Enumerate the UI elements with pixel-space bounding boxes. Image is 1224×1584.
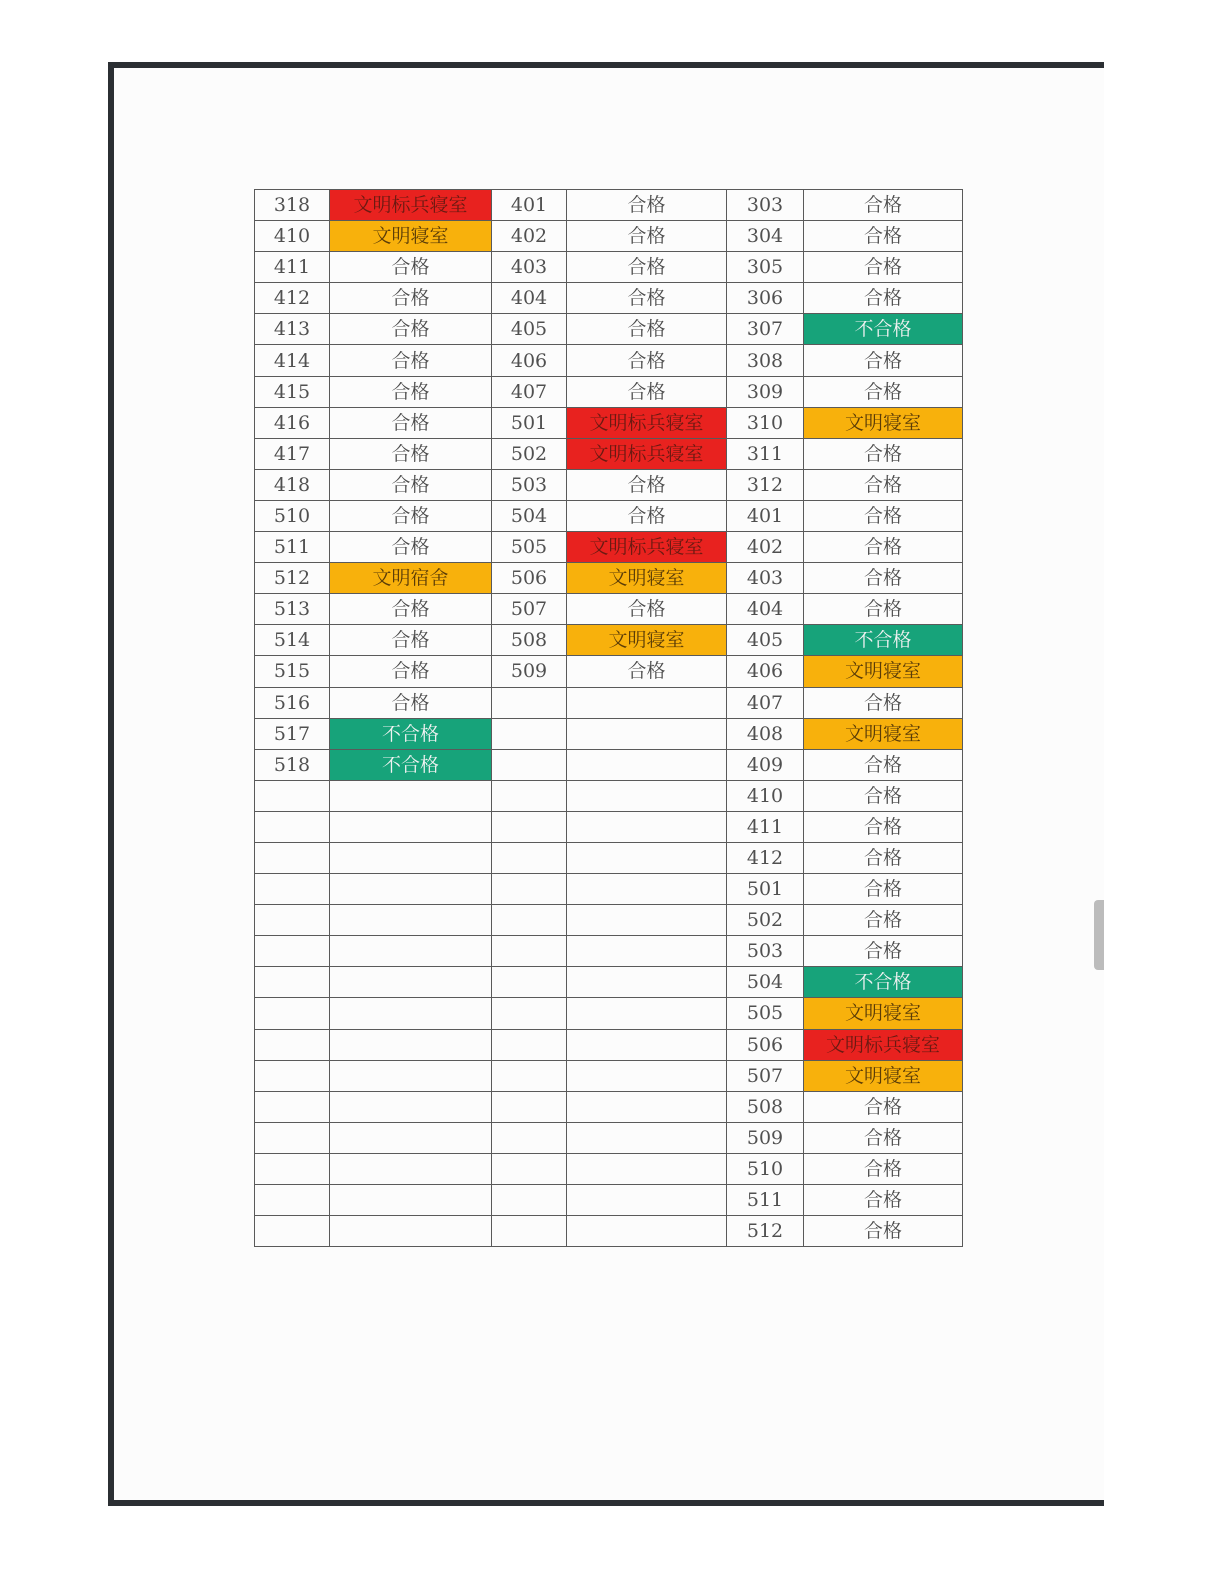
inspection-result-cell: 合格 — [330, 345, 492, 376]
room-number-cell: 509 — [727, 1122, 804, 1153]
room-number-cell: 411 — [727, 811, 804, 842]
room-number-cell: 417 — [255, 438, 330, 469]
inspection-result-cell: 文明寝室 — [330, 221, 492, 252]
inspection-result-cell: 合格 — [330, 407, 492, 438]
inspection-result-cell: 合格 — [330, 625, 492, 656]
room-number-cell: 510 — [727, 1153, 804, 1184]
inspection-result-cell: 合格 — [330, 500, 492, 531]
table-row — [255, 469, 963, 500]
room-number-cell: 513 — [255, 594, 330, 625]
inspection-result-cell — [330, 1153, 492, 1184]
room-number-cell — [255, 998, 330, 1029]
room-number-cell: 409 — [727, 749, 804, 780]
room-number-cell: 401 — [727, 500, 804, 531]
inspection-result-cell — [330, 1185, 492, 1216]
room-number-cell: 505 — [727, 998, 804, 1029]
room-number-cell: 304 — [727, 221, 804, 252]
room-number-cell — [492, 749, 567, 780]
inspection-result-cell: 不合格 — [330, 718, 492, 749]
room-number-cell: 405 — [727, 625, 804, 656]
inspection-result-cell: 文明标兵寝室 — [567, 438, 727, 469]
room-number-cell: 418 — [255, 469, 330, 500]
inspection-result-cell — [330, 811, 492, 842]
table-body — [255, 190, 963, 1247]
room-number-cell: 413 — [255, 314, 330, 345]
table-row — [255, 1029, 963, 1060]
room-number-cell — [255, 967, 330, 998]
inspection-result-cell — [567, 1060, 727, 1091]
inspection-result-cell — [567, 1153, 727, 1184]
inspection-result-cell — [330, 998, 492, 1029]
room-number-cell: 515 — [255, 656, 330, 687]
inspection-result-cell: 合格 — [804, 905, 963, 936]
table-row — [255, 252, 963, 283]
room-number-cell — [255, 780, 330, 811]
table-row — [255, 842, 963, 873]
inspection-result-cell: 合格 — [804, 936, 963, 967]
inspection-result-cell — [567, 998, 727, 1029]
room-number-cell: 507 — [492, 594, 567, 625]
inspection-result-cell: 合格 — [567, 376, 727, 407]
room-number-cell — [492, 1153, 567, 1184]
inspection-result-cell: 合格 — [567, 252, 727, 283]
inspection-result-cell: 合格 — [330, 687, 492, 718]
room-number-cell — [255, 1122, 330, 1153]
room-number-cell: 502 — [727, 905, 804, 936]
inspection-result-cell — [330, 1122, 492, 1153]
room-number-cell — [255, 1029, 330, 1060]
room-number-cell: 410 — [255, 221, 330, 252]
table-row — [255, 936, 963, 967]
inspection-result-cell: 合格 — [804, 345, 963, 376]
inspection-result-cell: 合格 — [804, 874, 963, 905]
inspection-result-cell: 合格 — [804, 252, 963, 283]
room-number-cell — [255, 842, 330, 873]
table-row — [255, 687, 963, 718]
inspection-result-cell: 合格 — [330, 656, 492, 687]
table-row — [255, 221, 963, 252]
room-number-cell: 517 — [255, 718, 330, 749]
room-number-cell: 407 — [727, 687, 804, 718]
table-row — [255, 190, 963, 221]
room-number-cell — [492, 687, 567, 718]
room-number-cell — [255, 1216, 330, 1247]
inspection-result-cell — [330, 1060, 492, 1091]
table-row — [255, 998, 963, 1029]
room-number-cell: 406 — [492, 345, 567, 376]
table-row — [255, 1122, 963, 1153]
inspection-result-cell: 合格 — [330, 532, 492, 563]
room-number-cell: 406 — [727, 656, 804, 687]
inspection-result-cell: 合格 — [804, 1122, 963, 1153]
inspection-result-cell — [567, 874, 727, 905]
inspection-result-cell: 合格 — [567, 190, 727, 221]
table-row — [255, 376, 963, 407]
inspection-result-cell — [567, 1122, 727, 1153]
table-row — [255, 718, 963, 749]
room-number-cell: 504 — [727, 967, 804, 998]
table-row — [255, 874, 963, 905]
inspection-result-cell: 合格 — [330, 252, 492, 283]
inspection-result-cell: 合格 — [804, 283, 963, 314]
inspection-result-cell: 合格 — [804, 469, 963, 500]
table-row — [255, 811, 963, 842]
inspection-result-cell: 合格 — [567, 221, 727, 252]
table-row — [255, 1091, 963, 1122]
room-number-cell: 505 — [492, 532, 567, 563]
inspection-result-cell: 合格 — [804, 1091, 963, 1122]
inspection-result-cell: 文明寝室 — [804, 998, 963, 1029]
inspection-result-cell: 合格 — [804, 1216, 963, 1247]
inspection-result-cell: 合格 — [804, 376, 963, 407]
table-row — [255, 967, 963, 998]
room-number-cell — [492, 842, 567, 873]
table-row — [255, 780, 963, 811]
inspection-result-cell: 合格 — [804, 780, 963, 811]
room-number-cell: 318 — [255, 190, 330, 221]
inspection-result-cell: 合格 — [567, 500, 727, 531]
table-row — [255, 532, 963, 563]
room-number-cell: 416 — [255, 407, 330, 438]
inspection-result-cell — [567, 905, 727, 936]
inspection-result-cell: 不合格 — [804, 967, 963, 998]
table-row — [255, 1060, 963, 1091]
inspection-result-cell — [567, 1216, 727, 1247]
table-row — [255, 283, 963, 314]
inspection-result-cell: 合格 — [330, 283, 492, 314]
room-number-cell: 307 — [727, 314, 804, 345]
room-number-cell: 412 — [255, 283, 330, 314]
room-number-cell: 415 — [255, 376, 330, 407]
room-number-cell: 506 — [727, 1029, 804, 1060]
room-number-cell: 509 — [492, 656, 567, 687]
room-number-cell: 504 — [492, 500, 567, 531]
inspection-result-cell: 不合格 — [804, 625, 963, 656]
room-number-cell — [492, 811, 567, 842]
inspection-result-cell — [567, 811, 727, 842]
room-number-cell: 414 — [255, 345, 330, 376]
room-number-cell: 503 — [492, 469, 567, 500]
room-number-cell: 507 — [727, 1060, 804, 1091]
room-number-cell: 502 — [492, 438, 567, 469]
scan-edge-shadow — [1094, 900, 1104, 970]
room-number-cell: 412 — [727, 842, 804, 873]
inspection-result-cell — [567, 1029, 727, 1060]
inspection-result-cell: 合格 — [330, 469, 492, 500]
room-number-cell — [255, 1091, 330, 1122]
room-number-cell — [492, 1091, 567, 1122]
inspection-result-cell: 合格 — [567, 594, 727, 625]
table-row — [255, 594, 963, 625]
inspection-result-cell: 文明寝室 — [804, 718, 963, 749]
inspection-result-cell — [567, 1091, 727, 1122]
inspection-result-cell: 合格 — [804, 594, 963, 625]
room-number-cell: 512 — [727, 1216, 804, 1247]
inspection-result-cell: 合格 — [804, 749, 963, 780]
inspection-result-cell: 不合格 — [330, 749, 492, 780]
scan-frame-bottom — [108, 1500, 1104, 1506]
inspection-result-cell — [567, 967, 727, 998]
room-number-cell — [492, 780, 567, 811]
table-row — [255, 625, 963, 656]
inspection-result-cell: 合格 — [804, 842, 963, 873]
inspection-result-cell — [330, 936, 492, 967]
inspection-result-cell: 合格 — [804, 438, 963, 469]
inspection-result-cell: 文明宿舍 — [330, 563, 492, 594]
room-number-cell: 308 — [727, 345, 804, 376]
room-number-cell — [492, 998, 567, 1029]
room-number-cell — [492, 967, 567, 998]
room-number-cell: 404 — [727, 594, 804, 625]
table-row — [255, 1185, 963, 1216]
room-number-cell — [492, 718, 567, 749]
room-number-cell: 516 — [255, 687, 330, 718]
room-number-cell: 306 — [727, 283, 804, 314]
room-number-cell: 511 — [255, 532, 330, 563]
inspection-result-cell: 不合格 — [804, 314, 963, 345]
room-number-cell: 310 — [727, 407, 804, 438]
room-number-cell: 309 — [727, 376, 804, 407]
room-number-cell: 407 — [492, 376, 567, 407]
inspection-result-cell — [330, 1216, 492, 1247]
table-row — [255, 438, 963, 469]
room-number-cell — [492, 1185, 567, 1216]
room-number-cell — [255, 1060, 330, 1091]
inspection-result-cell — [330, 967, 492, 998]
inspection-result-cell: 合格 — [804, 1185, 963, 1216]
table-row — [255, 563, 963, 594]
table-row — [255, 1216, 963, 1247]
inspection-result-cell — [567, 749, 727, 780]
inspection-result-cell — [567, 842, 727, 873]
inspection-result-cell: 合格 — [330, 438, 492, 469]
room-number-cell: 312 — [727, 469, 804, 500]
table-row — [255, 905, 963, 936]
room-number-cell: 512 — [255, 563, 330, 594]
inspection-result-cell: 合格 — [567, 314, 727, 345]
inspection-result-cell: 合格 — [804, 1153, 963, 1184]
room-number-cell — [255, 1153, 330, 1184]
room-number-cell: 401 — [492, 190, 567, 221]
room-number-cell: 403 — [727, 563, 804, 594]
room-number-cell: 506 — [492, 563, 567, 594]
inspection-result-cell: 合格 — [804, 500, 963, 531]
inspection-result-cell: 合格 — [330, 594, 492, 625]
room-number-cell — [492, 936, 567, 967]
room-number-cell: 508 — [727, 1091, 804, 1122]
room-number-cell: 411 — [255, 252, 330, 283]
inspection-result-cell — [567, 687, 727, 718]
room-number-cell: 408 — [727, 718, 804, 749]
room-number-cell — [492, 874, 567, 905]
room-number-cell: 511 — [727, 1185, 804, 1216]
inspection-result-cell: 合格 — [804, 687, 963, 718]
inspection-result-cell — [330, 780, 492, 811]
room-number-cell — [492, 905, 567, 936]
room-number-cell: 501 — [492, 407, 567, 438]
room-number-cell: 305 — [727, 252, 804, 283]
inspection-result-cell — [330, 1091, 492, 1122]
room-number-cell: 501 — [727, 874, 804, 905]
room-number-cell: 404 — [492, 283, 567, 314]
inspection-result-cell: 合格 — [804, 532, 963, 563]
room-number-cell — [255, 811, 330, 842]
inspection-result-cell: 合格 — [567, 283, 727, 314]
room-number-cell: 311 — [727, 438, 804, 469]
inspection-result-cell — [330, 905, 492, 936]
inspection-result-cell — [567, 936, 727, 967]
inspection-result-cell: 文明标兵寝室 — [330, 190, 492, 221]
inspection-result-cell: 文明寝室 — [567, 625, 727, 656]
room-number-cell — [255, 905, 330, 936]
inspection-result-cell: 文明标兵寝室 — [567, 532, 727, 563]
inspection-result-cell: 合格 — [567, 345, 727, 376]
inspection-result-cell: 文明标兵寝室 — [804, 1029, 963, 1060]
inspection-result-cell: 文明标兵寝室 — [567, 407, 727, 438]
inspection-result-cell: 合格 — [804, 190, 963, 221]
dormitory-inspection-table — [254, 189, 963, 1247]
room-number-cell — [492, 1216, 567, 1247]
inspection-result-cell — [330, 842, 492, 873]
room-number-cell: 514 — [255, 625, 330, 656]
inspection-result-cell: 合格 — [567, 656, 727, 687]
inspection-result-cell — [567, 718, 727, 749]
table-row — [255, 345, 963, 376]
table-row — [255, 749, 963, 780]
inspection-result-cell: 合格 — [330, 376, 492, 407]
inspection-result-cell: 合格 — [804, 811, 963, 842]
room-number-cell: 403 — [492, 252, 567, 283]
room-number-cell: 410 — [727, 780, 804, 811]
inspection-result-cell: 文明寝室 — [804, 407, 963, 438]
inspection-result-cell — [567, 780, 727, 811]
room-number-cell — [492, 1122, 567, 1153]
room-number-cell: 508 — [492, 625, 567, 656]
room-number-cell: 402 — [492, 221, 567, 252]
room-number-cell — [255, 874, 330, 905]
room-number-cell: 303 — [727, 190, 804, 221]
inspection-result-cell: 文明寝室 — [804, 656, 963, 687]
room-number-cell: 510 — [255, 500, 330, 531]
room-number-cell — [255, 1185, 330, 1216]
table-row — [255, 500, 963, 531]
table-row — [255, 1153, 963, 1184]
inspection-result-cell: 合格 — [804, 563, 963, 594]
table-row — [255, 656, 963, 687]
table-row — [255, 314, 963, 345]
room-number-cell — [492, 1060, 567, 1091]
inspection-result-cell: 文明寝室 — [804, 1060, 963, 1091]
room-number-cell: 518 — [255, 749, 330, 780]
table-row — [255, 407, 963, 438]
inspection-result-cell: 合格 — [567, 469, 727, 500]
inspection-result-cell — [567, 1185, 727, 1216]
inspection-result-cell — [330, 874, 492, 905]
inspection-result-cell: 合格 — [804, 221, 963, 252]
inspection-result-cell — [330, 1029, 492, 1060]
room-number-cell: 503 — [727, 936, 804, 967]
room-number-cell — [255, 936, 330, 967]
inspection-result-cell: 合格 — [330, 314, 492, 345]
room-number-cell — [492, 1029, 567, 1060]
room-number-cell: 405 — [492, 314, 567, 345]
room-number-cell: 402 — [727, 532, 804, 563]
inspection-result-cell: 文明寝室 — [567, 563, 727, 594]
